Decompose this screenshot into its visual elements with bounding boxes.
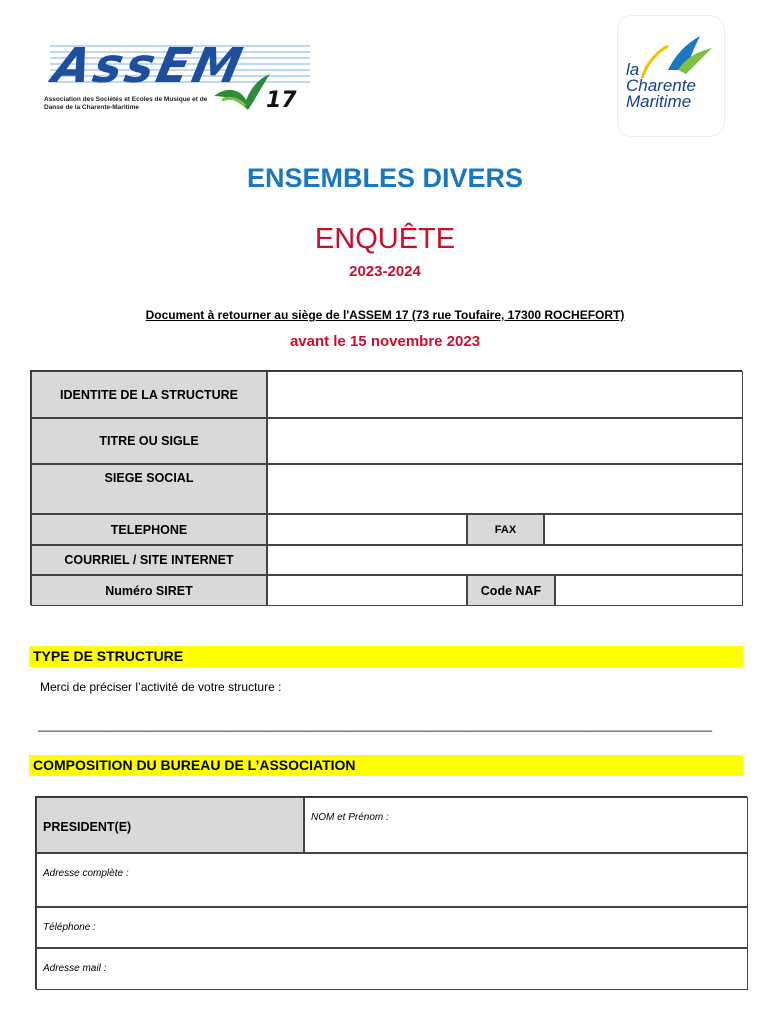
courriel-label: COURRIEL / SITE INTERNET — [31, 545, 267, 575]
assem-wordmark: AssEM — [48, 38, 250, 94]
siret-label: Numéro SIRET — [31, 575, 267, 606]
identity-table — [30, 370, 742, 605]
fax-field[interactable] — [544, 514, 743, 545]
siege-label: SIEGE SOCIAL — [31, 464, 267, 514]
nom-prenom-label: NOM et Prénom : — [311, 812, 389, 823]
cm-line-charente: Charente — [626, 76, 696, 95]
courriel-field[interactable] — [267, 545, 743, 575]
type-structure-heading: TYPE DE STRUCTURE — [29, 646, 743, 667]
identite-label: IDENTITE DE LA STRUCTURE — [31, 371, 267, 418]
document-title: ENSEMBLES DIVERS — [246, 163, 524, 193]
telephone-label: TELEPHONE — [31, 514, 267, 545]
naf-label: Code NAF — [467, 575, 555, 606]
cm-line-maritime: Maritime — [626, 92, 692, 111]
return-instruction: Document à retourner au siège de l'ASSEM 17 (73 rue Toufaire, 17300 ROCHEFORT) — [145, 308, 625, 322]
activity-answer-line[interactable]: _____________________________________________________________________________________________________ — [38, 718, 713, 732]
president-label: PRESIDENT(E) — [36, 797, 304, 853]
naf-field[interactable] — [555, 575, 743, 606]
mail-field[interactable] — [36, 948, 748, 990]
charente-maritime-logo — [618, 16, 724, 136]
telephone-field[interactable] — [267, 514, 467, 545]
deadline: avant le 15 novembre 2023 — [289, 333, 481, 350]
school-year: 2023-2024 — [349, 263, 421, 280]
siege-field[interactable] — [267, 464, 743, 514]
assem-subtitle: Association des Sociétés et Ecoles de Musique et de Danse de la Charente-Maritime — [44, 96, 208, 111]
fax-label: FAX — [467, 514, 544, 545]
cm-line-la: la — [626, 60, 640, 79]
siret-field[interactable] — [267, 575, 467, 606]
telephone-bureau-field[interactable] — [36, 907, 748, 948]
activity-prompt: Merci de préciser l’activité de votre structure : — [40, 680, 282, 694]
president-name-field[interactable] — [304, 797, 748, 853]
charente-maritime-wordmark — [626, 62, 696, 110]
bureau-table — [35, 796, 747, 989]
titre-field[interactable] — [267, 418, 743, 464]
assem-number: 17 — [266, 88, 297, 113]
mail-label: Adresse mail : — [43, 963, 107, 974]
adresse-label: Adresse complète : — [43, 868, 129, 879]
bureau-heading: COMPOSITION DU BUREAU DE L’ASSOCIATION — [29, 755, 743, 776]
titre-label: TITRE OU SIGLE — [31, 418, 267, 464]
assem17-logo — [40, 36, 325, 126]
adresse-field[interactable] — [36, 853, 748, 907]
telephone-bureau-label: Téléphone : — [43, 922, 96, 933]
identite-field[interactable] — [267, 371, 743, 418]
document-subtitle: ENQUÊTE — [314, 223, 456, 255]
